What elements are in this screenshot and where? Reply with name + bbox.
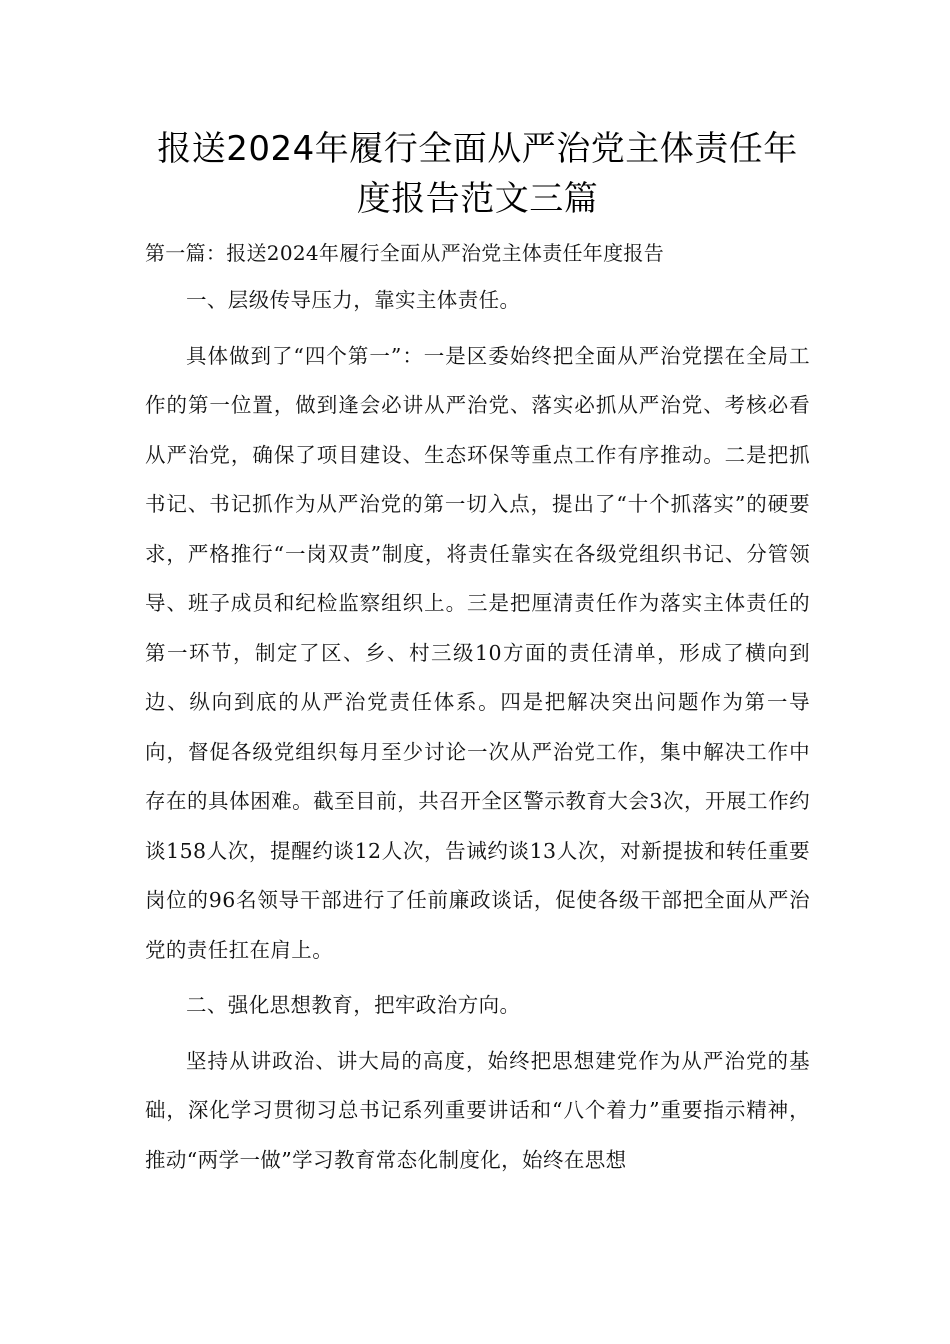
section-2-heading: 二、强化思想教育，把牢政治方向。: [186, 993, 521, 1017]
document-title: 报送2024年履行全面从严治党主体责任年度报告范文三篇: [157, 129, 798, 219]
document-subtitle: 第一篇：报送2024年履行全面从严治党主体责任年度报告: [145, 241, 664, 265]
section-1-heading: 一、层级传导压力，靠实主体责任。: [186, 288, 521, 312]
section-1-body: 具体做到了“四个第一”：一是区委始终把全面从严治党摆在全局工作的第一位置，做到逢会必讲从严治党、落实必抓从严治党、考核必看从严治党，确保了项目建设、生态环保等重点工作有序推动。二是把抓书记、书记抓作为从严治党的第一切入点，提出了“十个抓落实”的硬要求，严格推行“一岗双责”制度，将责任靠实在各级党组织书记、分管领导、班子成员和纪检监察组织上。三是把厘清责任作为落实主体责任的第一环节，制定了区、乡、村三级10方面的责任清单，形成了横向到边、纵向到底的从严治党责任体系。四是把解决突出问题作为第一导向，督促各级党组织每月至少讨论一次从严治党工作，集中解决工作中存在的具体困难。截至目前，共召开全区警示教育大会3次，开展工作约谈158人次，提醒约谈12人次，告诫约谈13人次，对新提拔和转任重要岗位的96名领导干部进行了任前廉政谈话，促使各级干部把全面从严治党的责任扛在肩上。: [145, 343, 810, 962]
section-2-body: 坚持从讲政治、讲大局的高度，始终把思想建党作为从严治党的基础，深化学习贯彻习总书记系列重要讲话和“八个着力”重要指示精神，推动“两学一做”学习教育常态化制度化，始终在思想: [145, 1048, 810, 1172]
